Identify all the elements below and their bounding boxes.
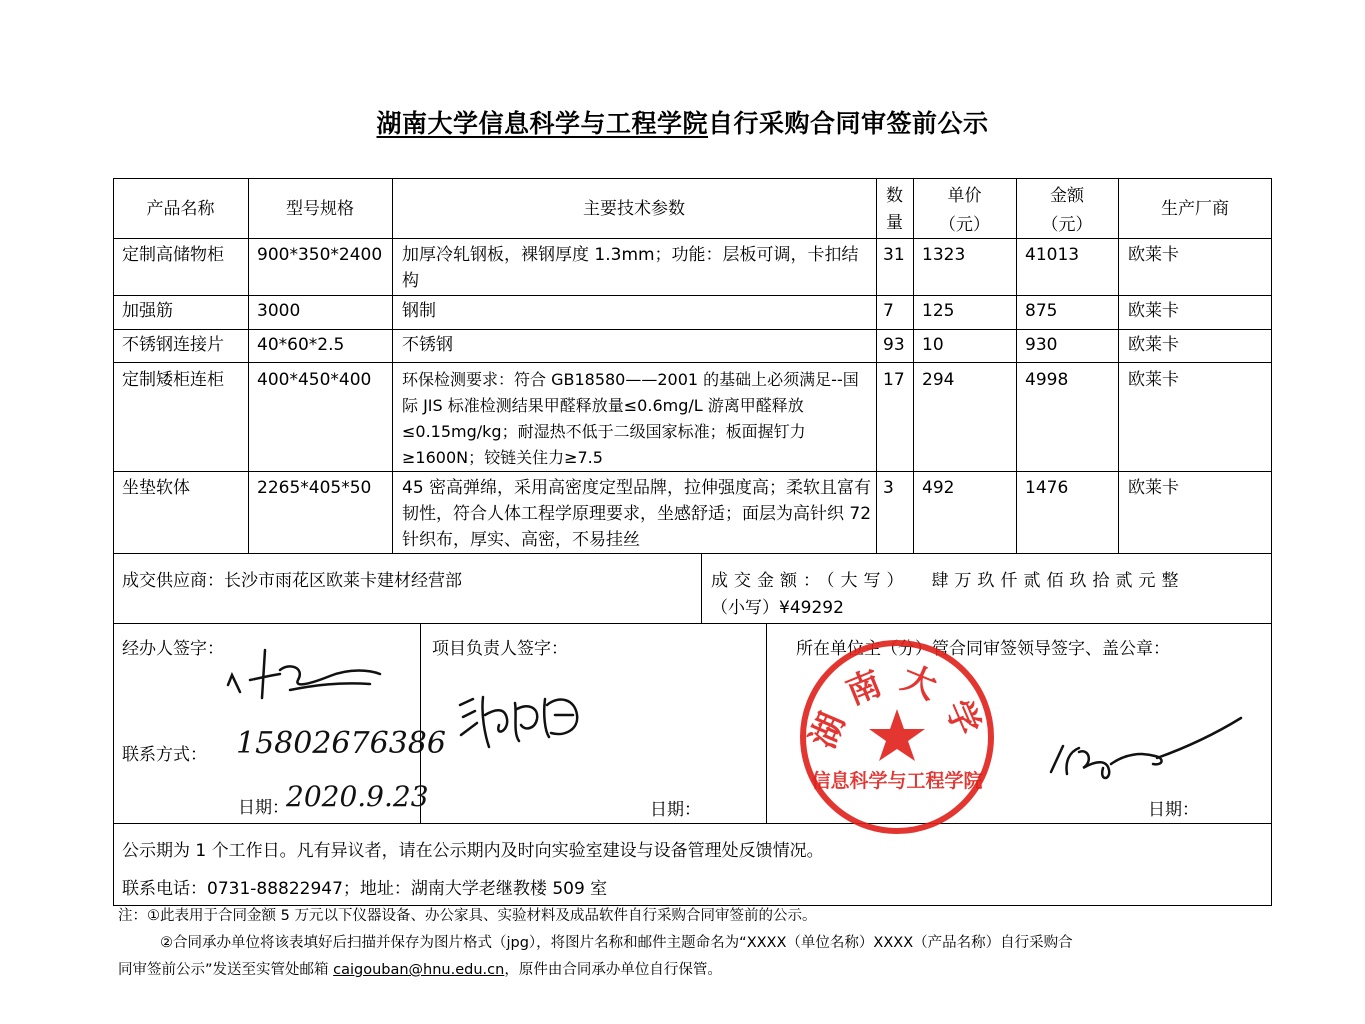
col-line xyxy=(392,178,393,553)
cell-params: 加厚冷轧钢板，裸钢厚度 1.3mm；功能：层板可调，卡扣结构 xyxy=(402,245,859,291)
unit-leader-label: 所在单位主（分）管合同审签领导签字、盖公章： xyxy=(796,639,1170,659)
document-title xyxy=(0,104,1365,140)
project-leader-signature xyxy=(455,685,595,755)
cell-qty: 7 xyxy=(883,301,894,321)
title-unit: 湖南大学信息科学与工程学院 xyxy=(376,109,708,138)
cell-maker: 欧莱卡 xyxy=(1128,370,1179,390)
cell-params: 钢制 xyxy=(402,301,436,321)
cell-params: 环保检测要求：符合 GB18580——2001 的基础上必须满足--国际 JIS 标准检测结果甲醛释放量≤0.6mg/L 游离甲醛释放≤0.15mg/kg；耐湿热不低于二级国家标准；板面握钉力≥1600N；铰链关住力≥7.5 xyxy=(402,370,859,467)
cell-amount: 1476 xyxy=(1025,478,1069,498)
row-line xyxy=(113,329,1272,330)
cell-model: 40*60*2.5 xyxy=(257,335,345,355)
cell-price: 1323 xyxy=(922,245,966,265)
cell-name: 坐垫软体 xyxy=(122,478,190,498)
footnote-2b-post: ，原件由合同承办单位自行保管。 xyxy=(504,962,722,978)
header-amount-2: （元） xyxy=(1041,215,1093,235)
cell-maker: 欧莱卡 xyxy=(1128,245,1179,265)
cell-amount: 41013 xyxy=(1025,245,1080,265)
col-line xyxy=(766,623,767,823)
seal-top-text: 湖南大学 xyxy=(803,657,993,755)
cell-qty: 31 xyxy=(883,245,905,265)
header-qty-1: 数 xyxy=(886,186,903,206)
row-line xyxy=(113,471,1272,472)
cell-price: 125 xyxy=(922,301,955,321)
notice-period: 公示期为 1 个工作日。凡有异议者，请在公示期内及时向实验室建设与设备管理处反馈情况。 xyxy=(122,841,824,861)
unit-date-label: 日期： xyxy=(1148,800,1199,820)
cell-qty: 17 xyxy=(883,370,905,390)
cell-name: 不锈钢连接片 xyxy=(122,335,224,355)
header-price-1: 单价 xyxy=(947,186,982,206)
handler-date-value: 2020.9.23 xyxy=(286,780,429,813)
header-model: 型号规格 xyxy=(286,199,354,219)
cell-price: 294 xyxy=(922,370,955,390)
cell-params: 45 密高弹绵，采用高密度定型品牌，拉伸强度高；柔软且富有韧性，符合人体工程学原理要求，坐感舒适；面层为高针织 72 针织布，厚实、高密，不易挂丝 xyxy=(402,478,872,550)
deal-amount-lower-label: （小写） xyxy=(711,598,779,618)
row-line xyxy=(113,238,1272,239)
project-date-label: 日期： xyxy=(650,800,701,820)
cell-name: 定制矮柜连柜 xyxy=(122,370,224,390)
cell-qty: 3 xyxy=(883,478,894,498)
title-rest: 自行采购合同审签前公示 xyxy=(708,109,989,138)
contact-value: 15802676386 xyxy=(236,726,446,761)
cell-maker: 欧莱卡 xyxy=(1128,335,1179,355)
cell-price: 492 xyxy=(922,478,955,498)
seal-bottom-text: 信息科学与工程学院 xyxy=(811,770,983,792)
contact-label: 联系方式： xyxy=(122,745,207,765)
notice-contact: 联系电话：0731-88822947；地址：湖南大学老继教楼 509 室 xyxy=(122,879,608,899)
row-line xyxy=(113,623,1272,624)
deal-amount-lower: ¥49292 xyxy=(779,598,844,618)
deal-amount-row xyxy=(711,568,1185,594)
header-name: 产品名称 xyxy=(146,199,215,219)
project-leader-label: 项目负责人签字： xyxy=(432,639,568,659)
deal-amount-label: 成交金额：（大写） xyxy=(711,571,910,591)
handler-signature xyxy=(220,640,390,710)
supplier-row xyxy=(122,568,462,594)
footnote-2b xyxy=(118,957,722,984)
col-line xyxy=(701,553,702,623)
cell-name: 加强筋 xyxy=(122,301,173,321)
header-params: 主要技术参数 xyxy=(583,199,685,219)
cell-model: 900*350*2400 xyxy=(257,245,383,265)
footnote-2b-pre: 同审签前公示”发送至实管处邮箱 xyxy=(118,962,334,978)
unit-leader-signature xyxy=(1045,712,1245,792)
cell-maker: 欧莱卡 xyxy=(1128,301,1179,321)
cell-amount: 4998 xyxy=(1025,370,1069,390)
footnote-2a: ②合同承办单位将该表填好后扫描并保存为图片格式（jpg），将图片名称和邮件主题命名为“XXXX（单位名称）XXXX（产品名称）自行采购合 xyxy=(160,935,1073,951)
cell-maker: 欧莱卡 xyxy=(1128,478,1179,498)
header-price-2: （元） xyxy=(939,215,990,235)
row-line xyxy=(113,823,1272,824)
header-amount-1: 金额 xyxy=(1050,186,1084,206)
header-maker: 生产厂商 xyxy=(1161,199,1229,219)
deal-amount-lower-row xyxy=(711,595,844,621)
row-line xyxy=(113,295,1272,296)
cell-model: 2265*405*50 xyxy=(257,478,372,498)
handler-date-label: 日期： xyxy=(238,798,289,818)
row-line xyxy=(113,362,1272,363)
col-line xyxy=(1118,178,1119,553)
supplier-label: 成交供应商： xyxy=(122,571,224,591)
row-line xyxy=(113,553,1272,554)
cell-model: 400*450*400 xyxy=(257,370,372,390)
email-link[interactable]: caigouban@hnu.edu.cn xyxy=(333,962,505,978)
header-qty-2: 量 xyxy=(886,213,903,233)
cell-name: 定制高储物柜 xyxy=(122,245,224,265)
deal-amount-upper: 肆万玖仟贰佰玖拾贰元整 xyxy=(931,571,1185,591)
cell-model: 3000 xyxy=(257,301,301,321)
cell-amount: 930 xyxy=(1025,335,1058,355)
cell-params: 不锈钢 xyxy=(402,335,453,355)
supplier-value: 长沙市雨花区欧莱卡建材经营部 xyxy=(224,571,462,591)
footnote-1: 注：①此表用于合同金额 5 万元以下仪器设备、办公家具、实验材料及成品软件自行采购合同审签前的公示。 xyxy=(118,908,817,924)
official-seal xyxy=(797,637,997,837)
cell-amount: 875 xyxy=(1025,301,1058,321)
handler-sign-label: 经办人签字： xyxy=(122,639,224,659)
cell-qty: 93 xyxy=(883,335,905,355)
cell-price: 10 xyxy=(922,335,944,355)
col-line xyxy=(248,178,249,553)
